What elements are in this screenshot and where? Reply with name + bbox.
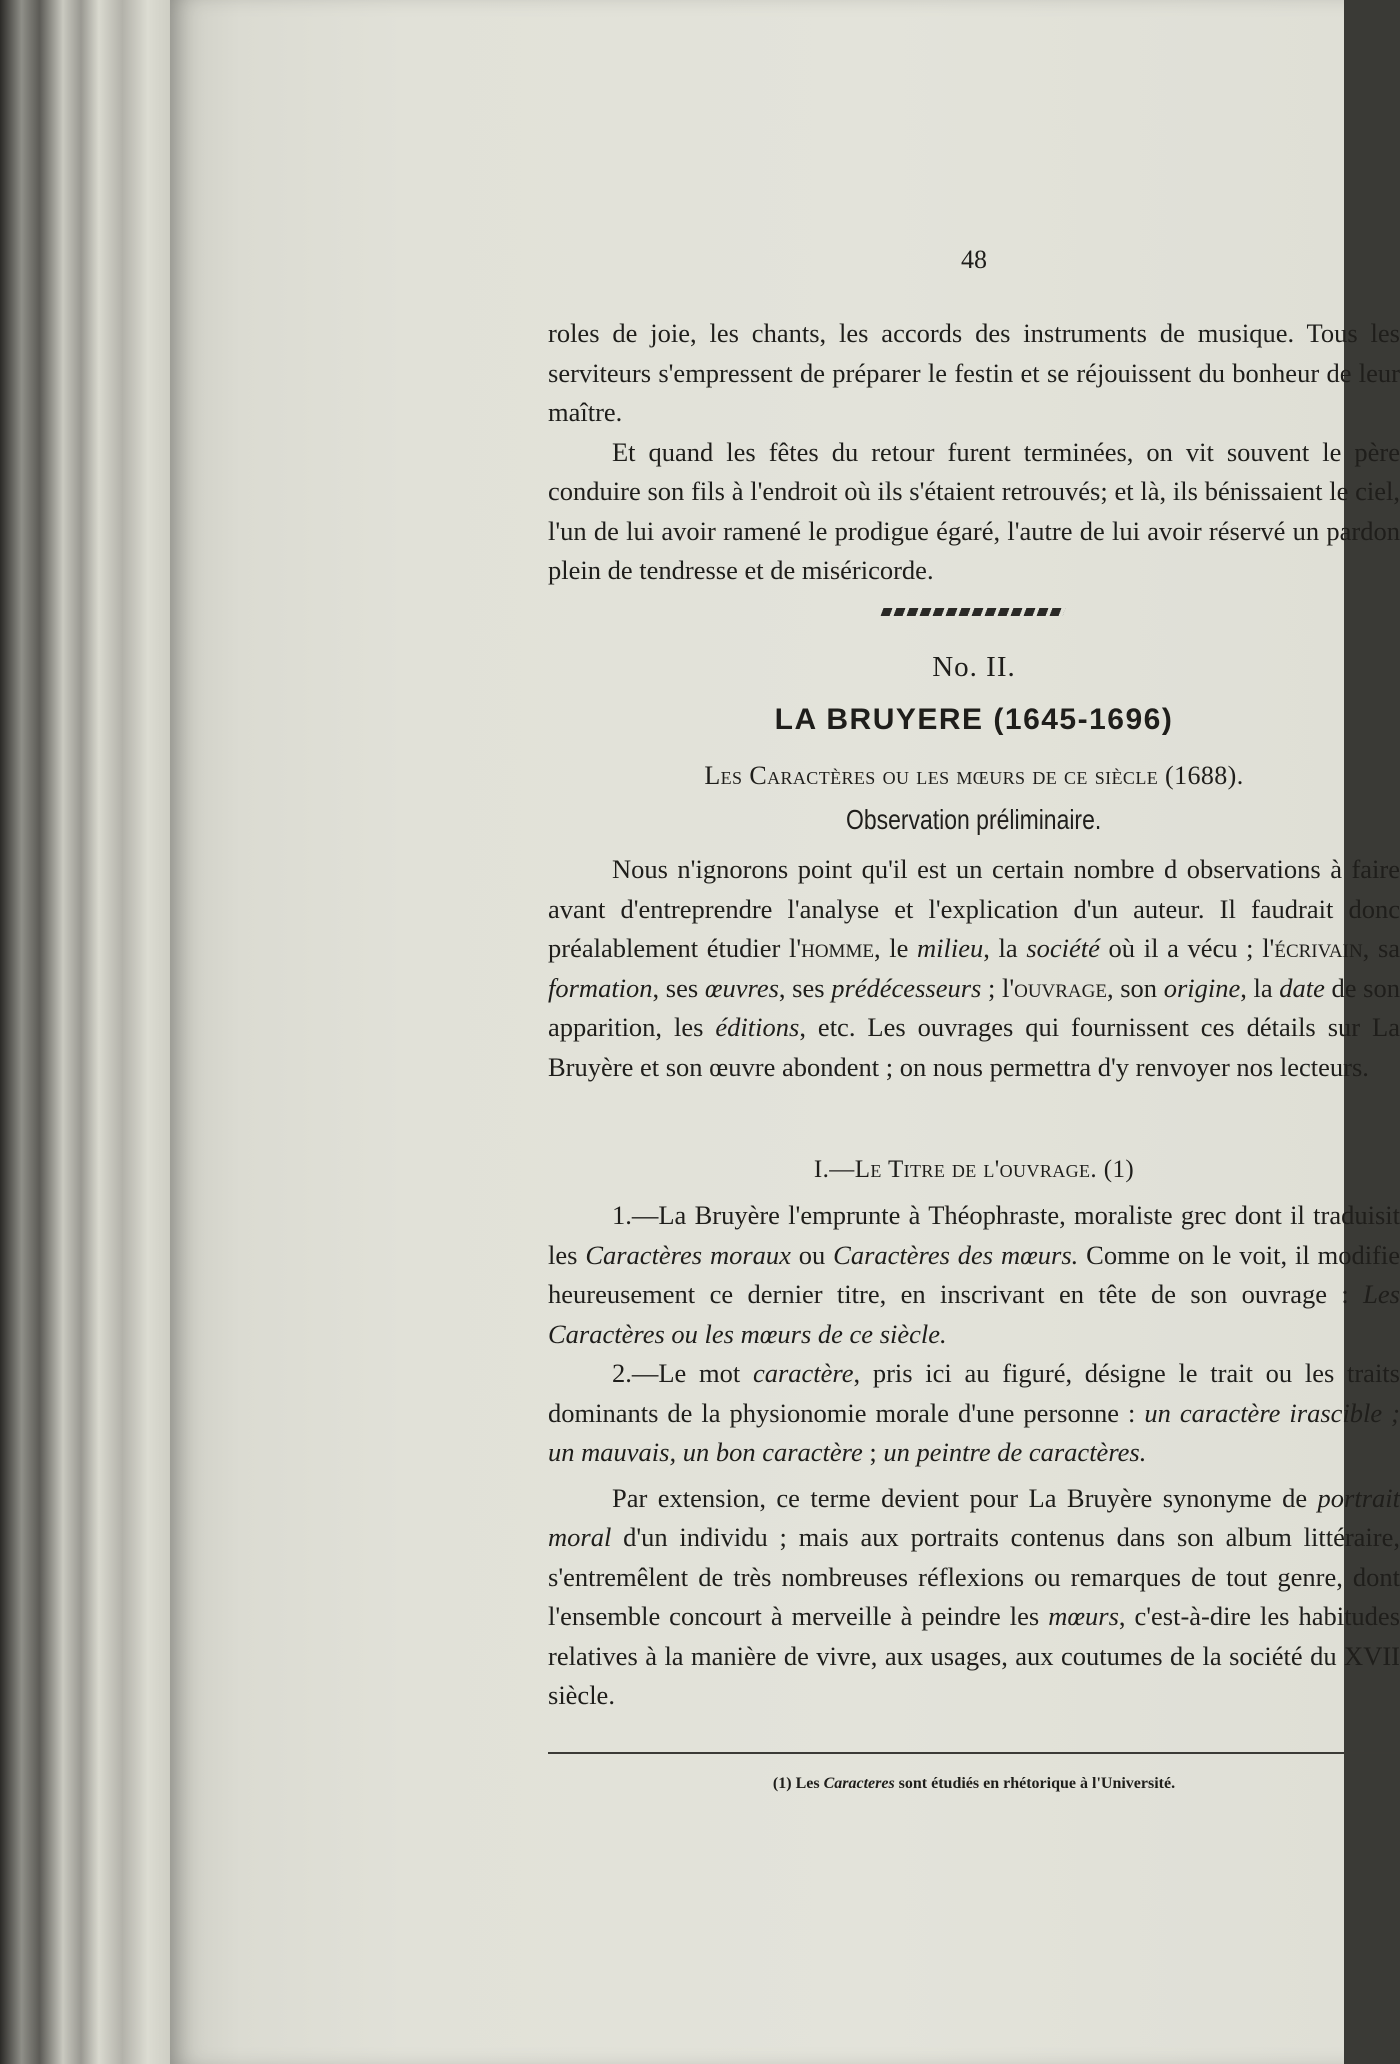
title-items bbox=[548, 1196, 1400, 1716]
section-one-title: I.—Le Titre de l'ouvrage. (1) bbox=[813, 1156, 1135, 1183]
observation-section bbox=[548, 850, 1400, 1087]
section-number: No. II. bbox=[932, 651, 1016, 683]
page-number: 48 bbox=[961, 245, 987, 274]
intro-section bbox=[548, 314, 1400, 591]
extension-paragraph: Par extension, ce terme devient pour La Bruyère synonyme de portrait moral d'un individu ; mais aux portraits contenus dans son album littéraire, s'entremêlent de très nombreuses réflexions ou remarques de tout genre, dont l'ensemble concourt à merveille à peindre les mœurs, c'est-à-dire les habitudes relatives à la manière de vivre, aux usages, aux coutumes de la société du XVII siècle. bbox=[548, 1482, 1400, 1710]
observation-heading bbox=[548, 800, 1400, 841]
book-binding-edge bbox=[0, 0, 180, 2064]
book-page bbox=[170, 0, 1400, 2064]
intro-paragraph-1: roles de joie, les chants, les accords des instruments de musique. Tous les serviteurs s'empressent de préparer le festin et se réjouissent du bonheur de leur maître. bbox=[548, 318, 1400, 427]
observation-title: Observation préliminaire. bbox=[846, 804, 1102, 835]
item-2-paragraph: 2.—Le mot caractère, pris ici au figuré, désigne le trait ou les traits dominants de la physionomie morale d'une personne : un caractère irascible ; un mauvais, un bon caractère ; un peintre de caractères. bbox=[548, 1358, 1400, 1467]
observation-paragraph: Nous n'ignorons point qu'il est un certain nombre d observations à faire avant d'entreprendre l'analyse et l'explication d'un auteur. Il faudrait donc préalablement étudier l'homme, le milieu, la société où il a vécu ; l'écrivain, sa formation, ses œuvres, ses prédécesseurs ; l'ouvrage, son origine, la date de son apparition, les éditions, etc. Les ouvrages qui fournissent ces détails sur La Bruyère et son œuvre abondent ; on nous permettra d'y renvoyer nos lecteurs. bbox=[548, 854, 1400, 1082]
footnote-rule bbox=[548, 1752, 1400, 1754]
footnote: (1) Les Caracteres sont étudiés en rhétorique à l'Université. bbox=[772, 1775, 1176, 1792]
intro-paragraph-2: Et quand les fêtes du retour furent terminées, on vit souvent le père conduire son fils à l'endroit où ils s'étaient retrouvés; et là, ils bénissaient le ciel, l'un de lui avoir ramené le prodigue égaré, l'autre de lui avoir réservé un pardon plein de tendresse et de miséricorde. bbox=[548, 436, 1400, 585]
section-divider-ornament bbox=[881, 608, 1066, 616]
item-1-paragraph: 1.—La Bruyère l'emprunte à Théophraste, moraliste grec dont il traduisit les Caractères moraux ou Caractères des mœurs. Comme on le voit, il modifie heureusement ce dernier titre, en inscrivant en tête de son ouvrage : Les Caractères ou les mœurs de ce siècle. bbox=[548, 1200, 1400, 1349]
author-heading: LA BRUYERE (1645-1696) bbox=[774, 703, 1174, 736]
work-title: Les Caractères ou les mœurs de ce siècle (1688). bbox=[704, 761, 1244, 790]
